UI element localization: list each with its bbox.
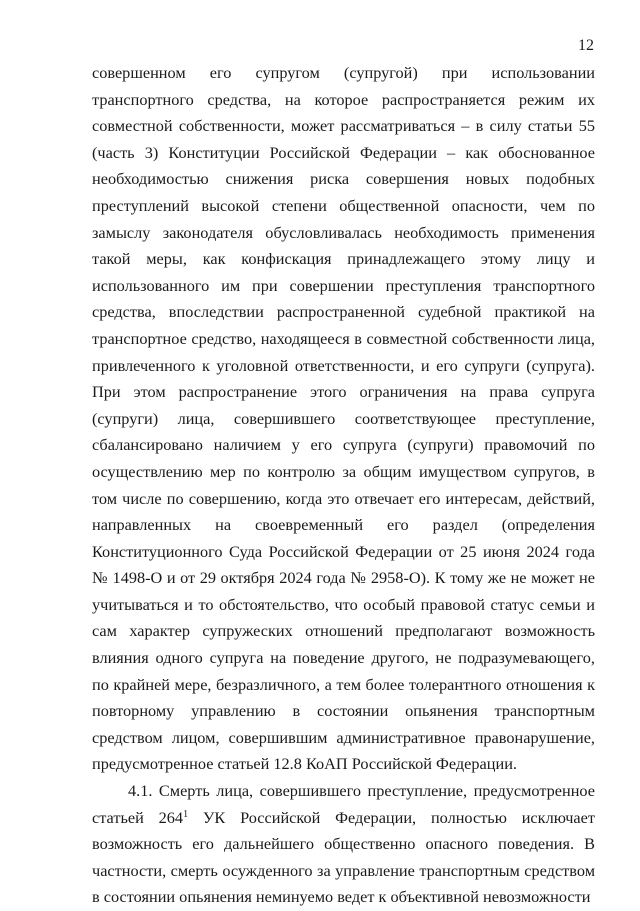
article-superscript: 1 xyxy=(183,808,189,820)
page-number: 12 xyxy=(578,37,594,54)
paragraph-4-1-text-end: УК Российской Федерации, полностью исключает возможность его дальнейшего общественно опасного поведения. В частности, смерть осужденного за управление транспортным средством в состоянии опьянения неминуемо ведет к объективной невозможности xyxy=(92,807,595,907)
document-body xyxy=(92,60,595,911)
paragraph-4-1-text-start: 4.1. Смерть лица, совершившего преступление, предусмотренное статьей 264 xyxy=(92,781,595,827)
paragraph-continuation: совершенном его супругом (супругой) при использовании транспортного средства, на которое распространяется режим их совместной собственности, может рассматриваться – в силу статьи 55 (часть 3) Конституции Российской Федерации – как обоснованное необходимостью снижения риска совершения новых подобных преступлений высокой степени общественной опасности, чем по замыслу законодателя обусловливалась необходимость применения такой меры, как конфискация принадлежащего этому лицу и использованного им при совершении преступления транспортного средства, впоследствии распространенной судебной практикой на транспортное средство, находящееся в совместной собственности лица, привлеченного к уголовной ответственности, и его супруги (супруга). При этом распространение этого ограничения на права супруга (супруги) лица, совершившего соответствующее преступление, сбалансировано наличием у его супруга (супруги) правомочий по осуществлению мер по контролю за общим имуществом супругов, в том числе по совершению, когда это отвечает его интересам, действий, направленных на своевременный его раздел (определения Конституционного Суда Российской Федерации от 25 июня 2024 года № 1498-О и от 29 октября 2024 года № 2958-О). К тому же не может не учитываться и то обстоятельство, что особый правовой статус семьи и сам характер супружеских отношений предполагают возможность влияния одного супруга на поведение другого, не подразумевающего, по крайней мере, безразличного, а тем более толерантного отношения к повторному управлению в состоянии опьянения транспортным средством лицом, совершившим административное правонарушение, предусмотренное статьей 12.8 КоАП Российской Федерации. xyxy=(92,63,595,774)
paragraph-4-1 xyxy=(92,778,595,911)
